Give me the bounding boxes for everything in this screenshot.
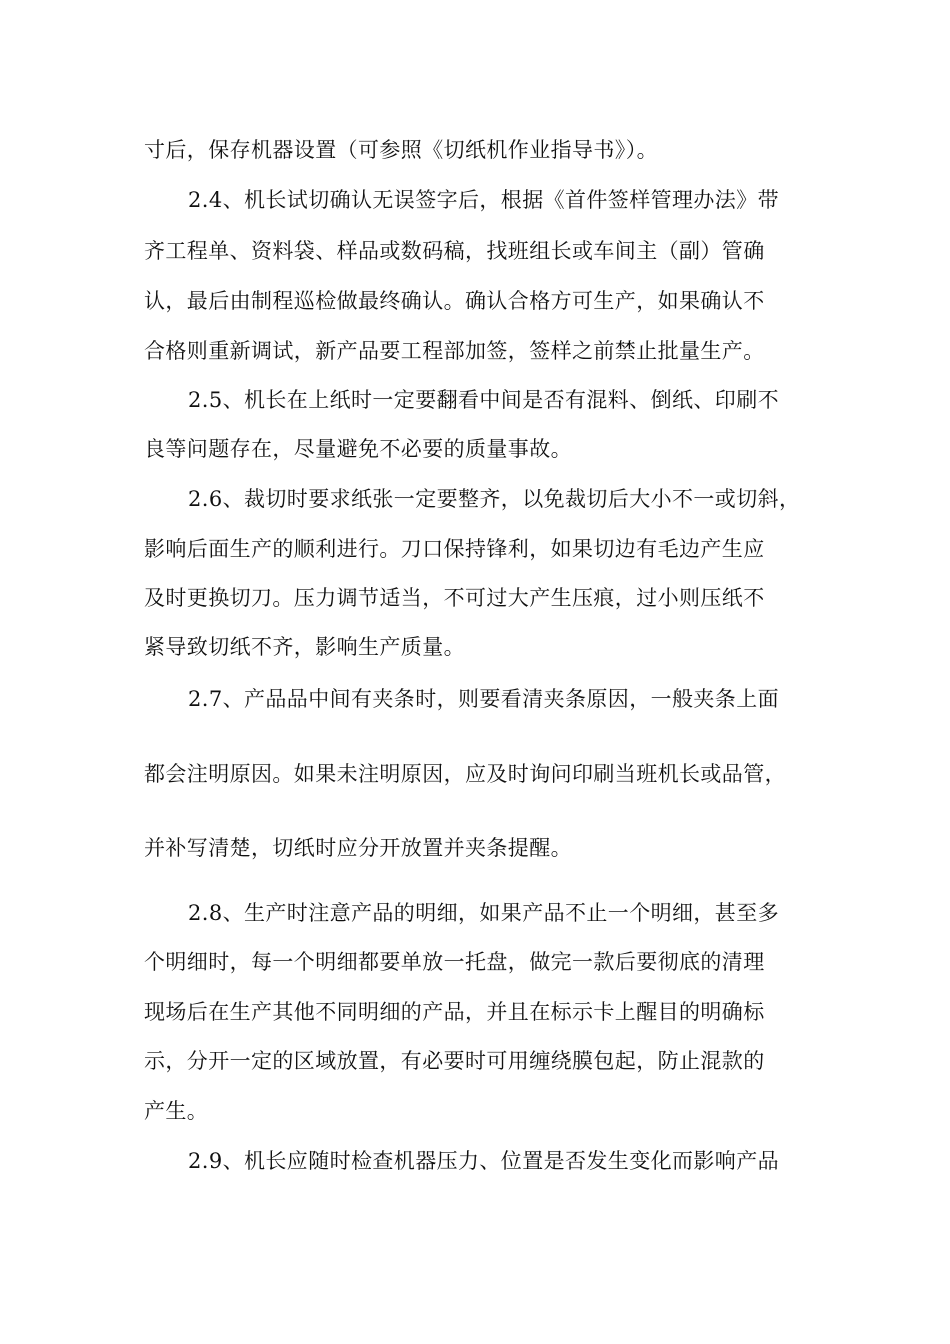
text-line-13: 都会注明原因。如果未注明原因，应及时询问印刷当班机长或品管， — [144, 762, 786, 786]
text-line-11: 紧导致切纸不齐，影响生产质量。 — [144, 635, 465, 659]
text-line-2: 2.4、机长试切确认无误签字后，根据《首件签样管理办法》带 — [188, 188, 779, 212]
text-line-6: 2.5、机长在上纸时一定要翻看中间是否有混料、倒纸、印刷不 — [188, 388, 779, 412]
text-line-14: 并补写清楚，切纸时应分开放置并夹条提醒。 — [144, 836, 572, 860]
text-line-20: 2.9、机长应随时检查机器压力、位置是否发生变化而影响产品 — [188, 1149, 779, 1173]
text-line-7: 良等问题存在，尽量避免不必要的质量事故。 — [144, 437, 572, 461]
text-line-10: 及时更换切刀。压力调节适当，不可过大产生压痕，过小则压纸不 — [144, 586, 765, 610]
text-line-1: 寸后，保存机器设置（可参照《切纸机作业指导书》）。 — [144, 138, 658, 162]
text-line-5: 合格则重新调试，新产品要工程部加签，签样之前禁止批量生产。 — [144, 339, 765, 363]
text-line-9: 影响后面生产的顺利进行。刀口保持锋利，如果切边有毛边产生应 — [144, 537, 765, 561]
text-line-15: 2.8、生产时注意产品的明细，如果产品不止一个明细，甚至多 — [188, 901, 779, 925]
text-line-16: 个明细时，每一个明细都要单放一托盘，做完一款后要彻底的清理 — [144, 950, 765, 974]
text-line-3: 齐工程单、资料袋、样品或数码稿，找班组长或车间主（副）管确 — [144, 239, 765, 263]
text-line-8: 2.6、裁切时要求纸张一定要整齐，以免裁切后大小不一或切斜， — [188, 487, 801, 511]
text-line-19: 产生。 — [144, 1099, 209, 1123]
text-line-18: 示，分开一定的区域放置，有必要时可用缠绕膜包起，防止混款的 — [144, 1049, 765, 1073]
text-line-4: 认，最后由制程巡检做最终确认。确认合格方可生产，如果确认不 — [144, 289, 765, 313]
text-line-17: 现场后在生产其他不同明细的产品，并且在标示卡上醒目的明确标 — [144, 1000, 765, 1024]
text-line-12: 2.7、产品品中间有夹条时，则要看清夹条原因，一般夹条上面 — [188, 687, 779, 711]
